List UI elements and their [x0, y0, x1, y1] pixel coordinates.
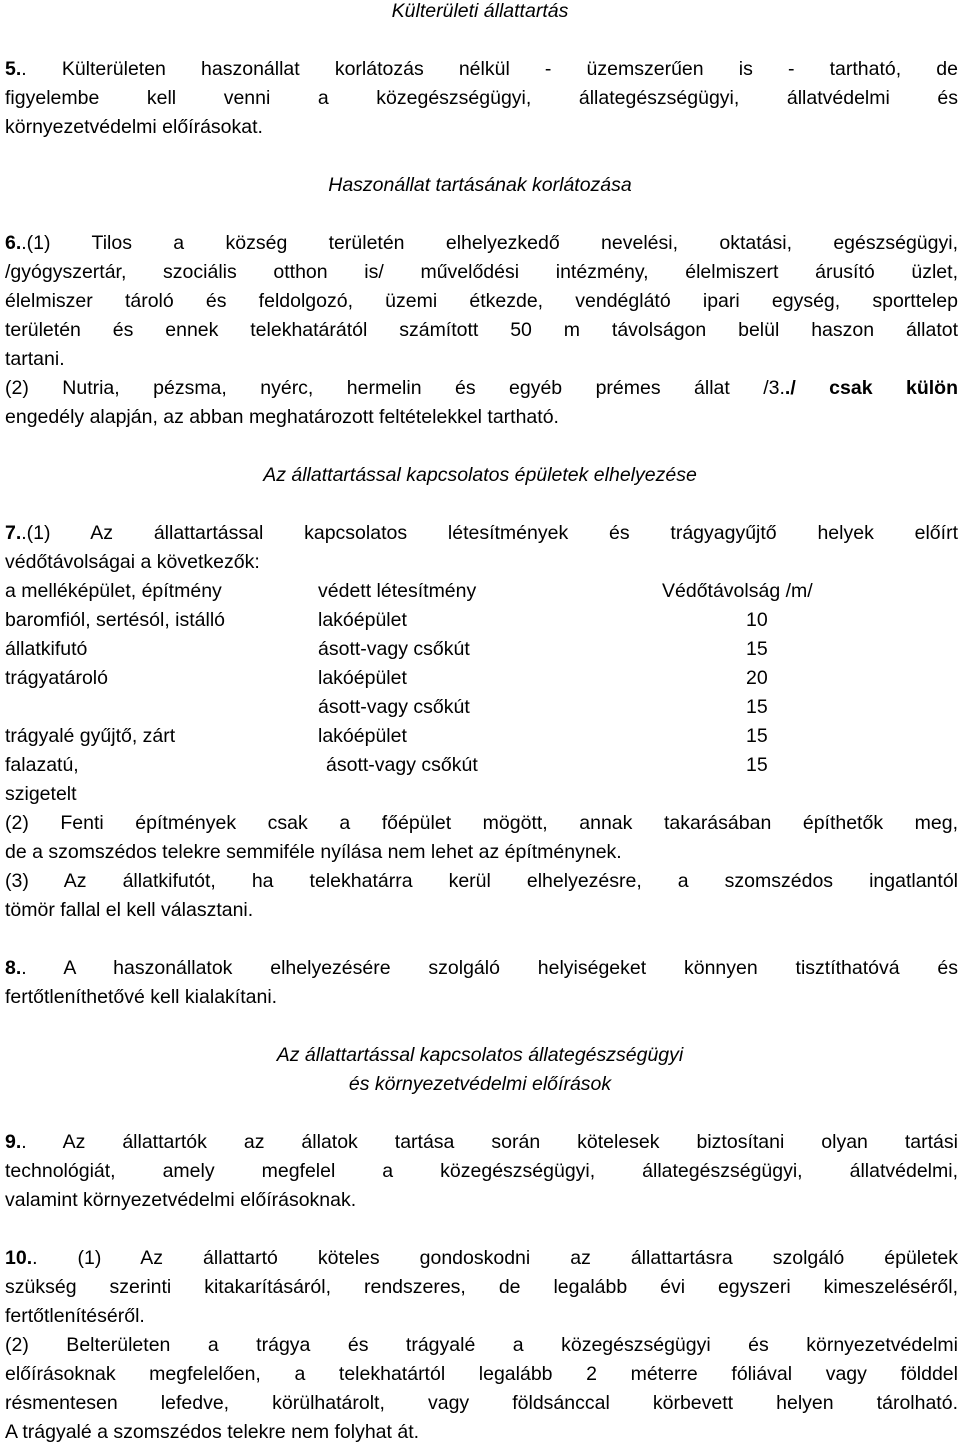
paragraph-10-line-5: előírásoknak megfelelően, a telekhatártól legalább 2 méterre fóliával vagy földdel	[5, 1363, 958, 1385]
table-cell: 10	[746, 609, 768, 631]
paragraph-5-line-3: környezetvédelmi előírásokat.	[5, 116, 263, 138]
table-cell: baromfiól, sertésól, istálló	[5, 609, 226, 631]
paragraph-6-line-5: tartani.	[5, 348, 65, 370]
section-heading-eloirasok-line-2: és környezetvédelmi előírások	[348, 1073, 612, 1095]
table-cell: trágyatároló	[5, 667, 108, 689]
paragraph-6-line-2: /gyógyszertár, szociális otthon is/ művelődési intézmény, élelmiszert árusító üzlet,	[5, 261, 958, 283]
table-cell: állatkifutó	[5, 638, 88, 660]
section-number-5: 5.	[5, 58, 22, 80]
table-cell: trágyalé gyűjtő, zárt	[5, 725, 176, 747]
table-cell: lakóépület	[318, 667, 407, 689]
paragraph-10-line-4: (2) Belterületen a trágya és trágyalé a közegészségügyi és környezetvédelmi	[5, 1334, 958, 1356]
paragraph-8-line-1: 8.. A haszonállatok elhelyezésére szolgáló helyiségeket könnyen tisztíthatóvá és	[5, 957, 958, 979]
paragraph-8-line-2: fertőtleníthetővé kell kialakítani.	[5, 986, 278, 1008]
paragraph-9-line-1: 9.. Az állattartók az állatok tartása során kötelesek biztosítani olyan tartási	[5, 1131, 958, 1153]
section-number-8: 8.	[5, 957, 22, 979]
table-cell: 15	[746, 754, 768, 776]
paragraph-10-line-2: szükség szerinti kitakarításáról, rendszeres, de legalább évi egyszeri kimeszeléséről,	[5, 1276, 958, 1298]
paragraph-6-line-6: (2) Nutria, pézsma, nyérc, hermelin és egyéb prémes állat /3../ csak külön	[5, 377, 958, 399]
table-cell: szigetelt	[5, 783, 77, 805]
table-cell: ásott-vagy csőkút	[326, 754, 478, 776]
table-cell: 15	[746, 696, 768, 718]
paragraph-7-2-line-2: de a szomszédos telekre semmiféle nyílása nem lehet az építménynek.	[5, 841, 622, 863]
table-cell: lakóépület	[318, 725, 407, 747]
paragraph-10-line-1: 10.. (1) Az állattartó köteles gondoskodni az állattartásra szolgáló épületek	[5, 1247, 958, 1269]
table-cell: ásott-vagy csőkút	[318, 696, 470, 718]
section-heading-kulteruleti: Külterületi állattartás	[391, 0, 569, 22]
table-cell: 20	[746, 667, 768, 689]
paragraph-6-line-3: élelmiszer tároló és feldolgozó, üzemi étkezde, vendéglátó ipari egység, sporttelep	[5, 290, 958, 312]
paragraph-7-line-1: 7..(1) Az állattartással kapcsolatos létesítmények és trágyagyűjtő helyek előírt	[5, 522, 958, 544]
paragraph-6-line-4: területén és ennek telekhatárától számított 50 m távolságon belül haszon állatot	[5, 319, 958, 341]
table-cell: falazatú,	[5, 754, 79, 776]
paragraph-6-line-7: engedély alapján, az abban meghatározott feltételekkel tartható.	[5, 406, 559, 428]
section-heading-eloirasok-line-1: Az állattartással kapcsolatos állategészségügyi	[276, 1044, 684, 1066]
paragraph-10-line-3: fertőtlenítéséről.	[5, 1305, 145, 1327]
table-cell: 15	[746, 725, 768, 747]
paragraph-5-line-2: figyelembe kell venni a közegészségügyi, állategészségügyi, állatvédelmi és	[5, 87, 958, 109]
paragraph-5-line-1: 5.. Külterületen haszonállat korlátozás nélkül - üzemszerűen is - tartható, de	[5, 58, 958, 80]
table-header-building: a melléképület, építmény	[5, 580, 222, 602]
paragraph-6-line-1: 6..(1) Tilos a község területén elhelyezkedő nevelési, oktatási, egészségügyi,	[5, 232, 958, 254]
paragraph-9-line-3: valamint környezetvédelmi előírásoknak.	[5, 1189, 357, 1211]
section-number-7: 7.	[5, 522, 22, 544]
section-number-6: 6.	[5, 232, 22, 254]
paragraph-10-line-6: résmentesen lefedve, körülhatárolt, vagy földsánccal körbevett helyen tárolható.	[5, 1392, 958, 1414]
paragraph-10-line-7: A trágyalé a szomszédos telekre nem folyhat át.	[5, 1421, 420, 1443]
section-heading-epuletek: Az állattartással kapcsolatos épületek elhelyezése	[263, 464, 697, 486]
paragraph-7-2-line-1: (2) Fenti építmények csak a főépület mögött, annak takarásában építhetők meg,	[5, 812, 958, 834]
paragraph-9-line-2: technológiát, amely megfelel a közegészségügyi, állategészségügyi, állatvédelmi,	[5, 1160, 958, 1182]
table-cell: lakóépület	[318, 609, 407, 631]
table-header-protected: védett létesítmény	[318, 580, 477, 602]
section-number-10: 10.	[5, 1247, 33, 1269]
section-number-9: 9.	[5, 1131, 22, 1153]
table-header-distance: Védőtávolság /m/	[662, 580, 813, 602]
table-cell: 15	[746, 638, 768, 660]
paragraph-7-3-line-2: tömör fallal el kell választani.	[5, 899, 254, 921]
paragraph-7-3-line-1: (3) Az állatkifutót, ha telekhatárra kerül elhelyezésre, a szomszédos ingatlantól	[5, 870, 958, 892]
section-heading-haszonallat: Haszonállat tartásának korlátozása	[328, 174, 632, 196]
paragraph-7-line-2: védőtávolságai a következők:	[5, 551, 260, 573]
table-cell: ásott-vagy csőkút	[318, 638, 470, 660]
